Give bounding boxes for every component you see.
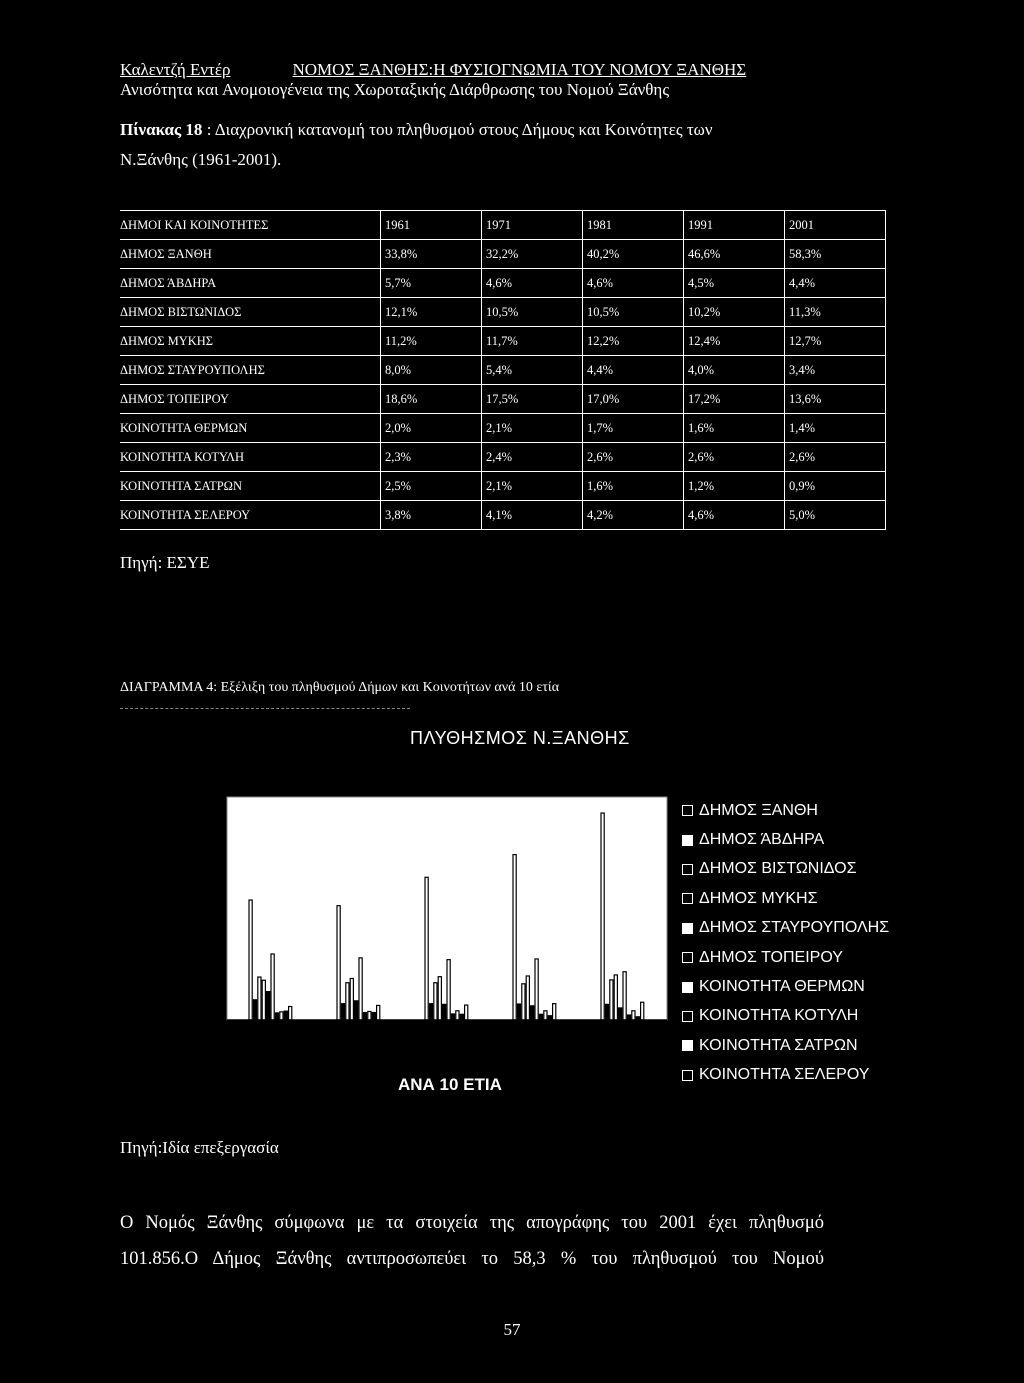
table-row-name: ΚΟΙΝΟΤΗΤΑ ΣΕΛΕΡΟΥ xyxy=(120,501,381,530)
bar xyxy=(456,1011,459,1020)
table-cell-value: 4,5% xyxy=(684,269,785,298)
population-table xyxy=(120,210,886,530)
table-caption xyxy=(120,120,713,140)
bar xyxy=(249,900,252,1020)
table-cell-value: 4,4% xyxy=(785,269,886,298)
caption-divider xyxy=(120,708,410,709)
table-row xyxy=(120,327,886,356)
bar xyxy=(526,976,529,1020)
bar xyxy=(346,983,349,1020)
table-cell-value: 12,1% xyxy=(381,298,482,327)
legend-label: ΚΟΙΝΟΤΗΤΑ ΚΟΤΥΛΗ xyxy=(699,1007,859,1025)
table-header-year: 1971 xyxy=(482,211,583,240)
table-row xyxy=(120,443,886,472)
legend-swatch xyxy=(682,952,693,963)
table-row xyxy=(120,356,886,385)
chart-source: Πηγή:Ιδία επεξεργασία xyxy=(120,1138,279,1157)
legend-swatch xyxy=(682,864,693,875)
table-cell-value: 10,2% xyxy=(684,298,785,327)
table-cell-value: 4,0% xyxy=(684,356,785,385)
table-cell-value: 2,6% xyxy=(583,443,684,472)
bar xyxy=(267,992,270,1020)
legend-swatch xyxy=(682,982,693,993)
table-cell-value: 4,2% xyxy=(583,501,684,530)
legend-label: ΔΗΜΟΣ ΣΤΑΥΡΟΥΠΟΛΗΣ xyxy=(699,919,890,937)
bar xyxy=(513,855,516,1020)
table-cell-value: 4,6% xyxy=(482,269,583,298)
table-cell-value: 1,6% xyxy=(583,472,684,501)
paragraph-line-2: 101.856.Ο Δήμος Ξάνθης αντιπροσωπεύει το 58,3 % του πληθυσμού του Νομού xyxy=(120,1249,824,1269)
table-cell-value: 2,0% xyxy=(381,414,482,443)
header-author: Καλεντζή Εντέρ xyxy=(120,60,231,79)
legend-item xyxy=(682,1002,889,1031)
bar xyxy=(601,813,604,1020)
bar xyxy=(447,960,450,1020)
bar xyxy=(438,977,441,1020)
diagram-caption: ΔΙΑΓΡΑΜΜΑ 4: Εξέλιξη του πληθυσμού Δήμων και Κοινοτήτων ανά 10 ετία xyxy=(120,680,560,695)
legend-label: ΔΗΜΟΣ ΜΥΚΗΣ xyxy=(699,889,818,907)
legend-label: ΔΗΜΟΣ ΞΑΝΘΗ xyxy=(699,801,818,819)
table-source: Πηγή: ΕΣΥΕ xyxy=(120,553,210,572)
table-cell-value: 1,4% xyxy=(785,414,886,443)
bar xyxy=(619,1008,622,1020)
table-cell-value: 58,3% xyxy=(785,240,886,269)
bar xyxy=(350,978,353,1020)
bar xyxy=(262,980,265,1020)
bar xyxy=(368,1011,371,1020)
bar xyxy=(517,1004,520,1020)
table-row-name: ΔΗΜΟΣ ΣΤΑΥΡΟΥΠΟΛΗΣ xyxy=(120,356,381,385)
table-header-label: ΔΗΜΟΙ ΚΑΙ ΚΟΙΝΟΤΗΤΕΣ xyxy=(120,211,381,240)
table-caption-text-1: : Διαχρονική κατανομή του πληθυσμού στους Δήμους και Κοινότητες των xyxy=(206,120,713,139)
bar xyxy=(443,1004,446,1020)
bar xyxy=(535,959,538,1020)
chart-x-label: ΑΝΑ 10 ΕΤΙΑ xyxy=(398,1075,502,1094)
legend-item xyxy=(682,914,889,943)
bar xyxy=(253,1000,256,1020)
bar xyxy=(429,1004,432,1020)
table-cell-value: 1,7% xyxy=(583,414,684,443)
table-cell-value: 10,5% xyxy=(482,298,583,327)
page-number: 57 xyxy=(503,1320,521,1339)
table-header-year: 1991 xyxy=(684,211,785,240)
table-cell-value: 12,7% xyxy=(785,327,886,356)
legend-swatch xyxy=(682,1070,693,1081)
legend-item xyxy=(682,855,889,884)
bar xyxy=(280,1012,283,1020)
table-cell-value: 2,6% xyxy=(785,443,886,472)
table-cell-value: 40,2% xyxy=(583,240,684,269)
table-cell-value: 46,6% xyxy=(684,240,785,269)
legend-item xyxy=(682,884,889,913)
bar xyxy=(425,877,428,1020)
legend-label: ΔΗΜΟΣ ΤΟΠΕΙΡΟΥ xyxy=(699,948,843,966)
header-subtitle: Ανισότητα και Ανομοιογένεια της Χωροταξικής Διάρθρωσης του Νομού Ξάνθης xyxy=(120,80,670,99)
chart-legend xyxy=(682,796,889,1090)
table-cell-value: 17,2% xyxy=(684,385,785,414)
table-cell-value: 5,4% xyxy=(482,356,583,385)
bar xyxy=(553,1004,556,1020)
table-cell-value: 8,0% xyxy=(381,356,482,385)
table-row-name: ΚΟΙΝΟΤΗΤΑ ΘΕΡΜΩΝ xyxy=(120,414,381,443)
table-cell-value: 11,3% xyxy=(785,298,886,327)
bar xyxy=(610,980,613,1020)
header-document-title: ΝΟΜΟΣ ΞΑΝΘΗΣ:Η ΦΥΣΙΟΓΝΩΜΙΑ ΤΟΥ ΝΟΜΟΥ ΞΑΝΘΗΣ xyxy=(292,60,747,79)
table-cell-value: 2,6% xyxy=(684,443,785,472)
table-cell-value: 5,7% xyxy=(381,269,482,298)
bar xyxy=(341,1004,344,1020)
table-cell-value: 32,2% xyxy=(482,240,583,269)
legend-item xyxy=(682,943,889,972)
legend-swatch xyxy=(682,923,693,934)
table-cell-value: 18,6% xyxy=(381,385,482,414)
table-cell-value: 4,4% xyxy=(583,356,684,385)
table-cell-value: 3,4% xyxy=(785,356,886,385)
table-cell-value: 11,2% xyxy=(381,327,482,356)
table-row-name: ΔΗΜΟΣ ΞΑΝΘΗ xyxy=(120,240,381,269)
population-bar-chart xyxy=(226,796,668,1026)
table-row xyxy=(120,472,886,501)
bar xyxy=(271,954,274,1020)
bar xyxy=(451,1014,454,1020)
table-cell-value: 33,8% xyxy=(381,240,482,269)
bar xyxy=(605,1004,608,1020)
bar xyxy=(531,1006,534,1020)
table-cell-value: 2,3% xyxy=(381,443,482,472)
table-cell-value: 5,0% xyxy=(785,501,886,530)
legend-item xyxy=(682,825,889,854)
legend-swatch xyxy=(682,805,693,816)
legend-swatch xyxy=(682,1040,693,1051)
paragraph-line-1: Ο Νομός Ξάνθης σύμφωνα με τα στοιχεία της απογράφης του 2001 έχει πληθυσμό xyxy=(120,1213,824,1233)
table-cell-value: 12,2% xyxy=(583,327,684,356)
chart-title: ΠΛΥΘΗΣΜΟΣ Ν.ΞΑΝΘΗΣ xyxy=(410,728,630,748)
bar xyxy=(284,1011,287,1020)
bar xyxy=(363,1013,366,1020)
table-row-name: ΔΗΜΟΣ ΤΟΠΕΙΡΟΥ xyxy=(120,385,381,414)
bar xyxy=(258,977,261,1020)
table-cell-value: 4,6% xyxy=(583,269,684,298)
table-cell-value: 13,6% xyxy=(785,385,886,414)
bar xyxy=(359,958,362,1020)
bar xyxy=(465,1005,468,1020)
table-header-year: 1961 xyxy=(381,211,482,240)
table-cell-value: 0,9% xyxy=(785,472,886,501)
table-cell-value: 3,8% xyxy=(381,501,482,530)
running-header xyxy=(120,60,746,80)
table-row-name: ΔΗΜΟΣ ΆΒΔΗΡΑ xyxy=(120,269,381,298)
table-cell-value: 11,7% xyxy=(482,327,583,356)
table-cell-value: 2,4% xyxy=(482,443,583,472)
bar xyxy=(641,1002,644,1020)
legend-swatch xyxy=(682,893,693,904)
table-cell-value: 10,5% xyxy=(583,298,684,327)
legend-label: ΚΟΙΝΟΤΗΤΑ ΘΕΡΜΩΝ xyxy=(699,978,865,996)
table-header-row xyxy=(120,211,886,240)
legend-label: ΔΗΜΟΣ ΆΒΔΗΡΑ xyxy=(699,831,825,849)
legend-label: ΔΗΜΟΣ ΒΙΣΤΩΝΙΔΟΣ xyxy=(699,860,857,878)
table-cell-value: 2,1% xyxy=(482,414,583,443)
legend-swatch xyxy=(682,835,693,846)
table-header-year: 2001 xyxy=(785,211,886,240)
bar xyxy=(544,1011,547,1020)
legend-label: ΚΟΙΝΟΤΗΤΑ ΣΑΤΡΩΝ xyxy=(699,1036,858,1054)
legend-item xyxy=(682,1061,889,1090)
table-row-name: ΔΗΜΟΣ ΒΙΣΤΩΝΙΔΟΣ xyxy=(120,298,381,327)
table-header-year: 1981 xyxy=(583,211,684,240)
legend-item xyxy=(682,1031,889,1060)
bar xyxy=(289,1007,292,1020)
table-row-name: ΚΟΙΝΟΤΗΤΑ ΣΑΤΡΩΝ xyxy=(120,472,381,501)
table-cell-value: 17,5% xyxy=(482,385,583,414)
bar xyxy=(623,972,626,1020)
table-row xyxy=(120,414,886,443)
table-caption-label: Πίνακας 18 xyxy=(120,120,203,139)
bar xyxy=(522,984,525,1020)
bar xyxy=(377,1005,380,1020)
legend-label: ΚΟΙΝΟΤΗΤΑ ΣΕΛΕΡΟΥ xyxy=(699,1066,870,1084)
table-row xyxy=(120,269,886,298)
table-cell-value: 12,4% xyxy=(684,327,785,356)
bar xyxy=(372,1013,375,1020)
table-row xyxy=(120,385,886,414)
bar xyxy=(337,906,340,1020)
table-cell-value: 2,1% xyxy=(482,472,583,501)
table-cell-value: 1,2% xyxy=(684,472,785,501)
table-cell-value: 4,6% xyxy=(684,501,785,530)
table-row xyxy=(120,501,886,530)
bar xyxy=(460,1014,463,1020)
table-row-name: ΔΗΜΟΣ ΜΥΚΗΣ xyxy=(120,327,381,356)
table-row xyxy=(120,240,886,269)
table-caption-text-2: Ν.Ξάνθης (1961-2001). xyxy=(120,150,282,169)
bar xyxy=(275,1013,278,1020)
table-cell-value: 2,5% xyxy=(381,472,482,501)
table-cell-value: 1,6% xyxy=(684,414,785,443)
bar xyxy=(632,1011,635,1020)
table-cell-value: 17,0% xyxy=(583,385,684,414)
table-row-name: ΚΟΙΝΟΤΗΤΑ ΚΟΤΥΛΗ xyxy=(120,443,381,472)
table-row xyxy=(120,298,886,327)
legend-swatch xyxy=(682,1011,693,1022)
bar xyxy=(355,1001,358,1020)
bar xyxy=(434,983,437,1020)
legend-item xyxy=(682,972,889,1001)
table-cell-value: 4,1% xyxy=(482,501,583,530)
bar xyxy=(539,1014,542,1020)
bar xyxy=(614,975,617,1020)
legend-item xyxy=(682,796,889,825)
